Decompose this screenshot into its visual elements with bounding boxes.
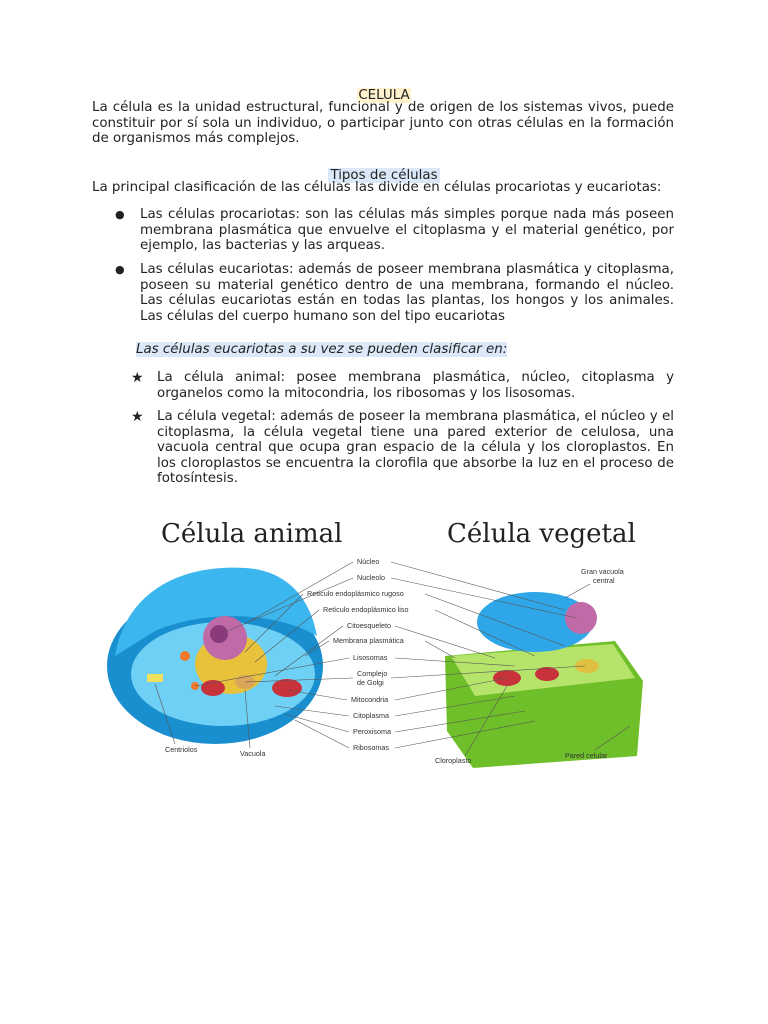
plant-nucleus: [565, 602, 597, 634]
label-pared-celular: Pared celular: [565, 751, 608, 760]
page-title: CELULA: [358, 88, 410, 103]
bullet-dot-icon: ●: [115, 208, 125, 221]
label-peroxisoma: Peroxisoma: [353, 727, 391, 736]
label-mitocondria: Mitocondria: [351, 695, 389, 704]
star-text: La célula vegetal: además de poseer la membrana plasmática, el núcleo y el citoplasma, la célula vegetal tiene una pared exterior de celulosa, una vacuola central que ocupa gran espacio de la célula y los cloroplastos. En los cloroplastos se encuentra la clorofila que absorbe la luz en el proceso de fotosíntesis.: [157, 409, 674, 487]
highlight-heading: Las células eucariotas a su vez se pueden clasificar en:: [136, 342, 508, 357]
highlight-row: [136, 338, 507, 357]
label-ribosomas: Ribosomas: [353, 743, 389, 752]
animal-cell-title: Célula animal: [161, 519, 343, 549]
label-centriolos: Centriolos: [165, 745, 198, 754]
section-subtitle: Tipos de células: [330, 168, 438, 183]
bullet-dot-icon: ●: [115, 263, 125, 276]
star-icon: ★: [131, 409, 144, 425]
label-central: central: [593, 576, 615, 585]
animal-mitochondrion: [201, 680, 225, 696]
animal-nucleolus: [210, 625, 228, 643]
bullet-text: Las células eucariotas: además de poseer membrana plasmática y citoplasma, poseen su material genético dentro de una membrana, formando el núcleo. Las células eucariotas están en todas las plantas, los hongos y los animales. Las células del cuerpo humano son del tipo eucariotas: [140, 262, 674, 324]
intro-paragraph: La célula es la unidad estructural, funcional y de origen de los sistemas vivos, puede constituir por sí sola un individuo, o participar junto con otras células en la formación de organismos más complejos.: [92, 100, 674, 147]
label-cloroplasto: Cloroplasto: [435, 756, 472, 765]
label-complejo: Complejo: [357, 669, 388, 678]
plant-golgi: [575, 659, 599, 673]
label-citoesqueleto: Citoesqueleto: [347, 621, 391, 630]
label-ret-liso: Retículo endoplásmico liso: [323, 605, 409, 614]
star-icon: ★: [131, 370, 144, 386]
label-nucleolo: Nucleolo: [357, 573, 385, 582]
plant-cell-title: Célula vegetal: [447, 519, 636, 549]
label-vacuola: Vacuola: [240, 749, 266, 758]
star-text: La célula animal: posee membrana plasmática, núcleo, citoplasma y organelos como la mitocondria, los ribosomas y los lisosomas.: [157, 370, 674, 401]
lead-paragraph: La principal clasificación de las células las divide en células procariotas y eucariotas:: [92, 180, 662, 195]
label-ret-rugoso: Retículo endoplásmico rugoso: [307, 589, 404, 598]
cell-diagram-figure: [95, 506, 665, 776]
animal-centriole: [147, 674, 163, 682]
label-gran-vacuola: Gran vacuola: [581, 567, 624, 576]
animal-mitochondrion: [272, 679, 302, 697]
label-nucleo: Núcleo: [357, 557, 380, 566]
label-membrana: Membrana plasmática: [333, 636, 404, 645]
bullet-text: Las células procariotas: son las células más simples porque nada más poseen membrana plasmática que envuelve el citoplasma y el material genético, por ejemplo, las bacterias y las arqueas.: [140, 207, 674, 254]
animal-lysosome: [180, 651, 190, 661]
label-golgi: de Golgi: [357, 678, 384, 687]
label-lisosomas: Lisosomas: [353, 653, 388, 662]
label-citoplasma: Citoplasma: [353, 711, 389, 720]
